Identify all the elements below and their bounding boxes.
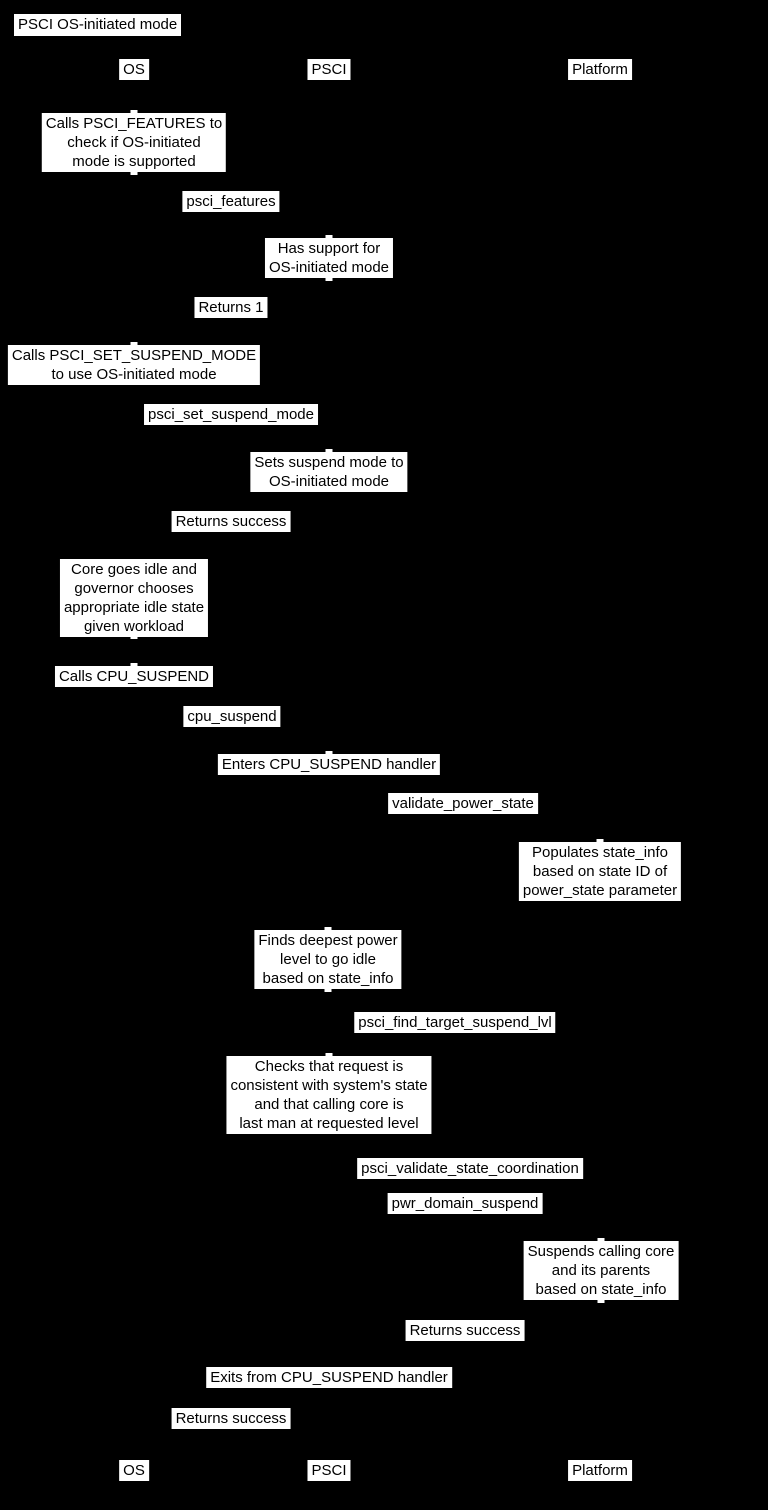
message-label: validate_power_state	[388, 793, 538, 814]
message-label: Returns 1	[194, 297, 267, 318]
participant-os-bottom: OS	[119, 1460, 149, 1481]
note-label: Exits from CPU_SUSPEND handler	[206, 1367, 452, 1388]
activation-sliver	[325, 927, 332, 930]
note-label: Suspends calling core and its parents based on state_info	[524, 1241, 679, 1300]
activation-sliver	[131, 172, 138, 175]
activation-sliver	[598, 1238, 605, 1241]
note-label: Sets suspend mode to OS-initiated mode	[250, 452, 407, 492]
message-label: Returns success	[406, 1320, 525, 1341]
note-label: Has support for OS-initiated mode	[265, 238, 393, 278]
participant-psci-bottom: PSCI	[307, 1460, 350, 1481]
message-label: psci_find_target_suspend_lvl	[354, 1012, 555, 1033]
activation-sliver	[326, 235, 333, 238]
note-label: Checks that request is consistent with system's state and that calling core is last man at requested level	[226, 1056, 431, 1134]
participant-psci-top: PSCI	[307, 59, 350, 80]
message-label: psci_features	[182, 191, 279, 212]
activation-sliver	[326, 1053, 333, 1056]
activation-sliver	[326, 449, 333, 452]
message-label: psci_validate_state_coordination	[357, 1158, 583, 1179]
activation-sliver	[326, 278, 333, 281]
diagram-title: PSCI OS-initiated mode	[14, 14, 181, 36]
activation-sliver	[131, 663, 138, 666]
note-label: Finds deepest power level to go idle based on state_info	[254, 930, 401, 989]
participant-platform-top: Platform	[568, 59, 632, 80]
activation-sliver	[131, 110, 138, 113]
message-label: Returns success	[172, 1408, 291, 1429]
note-label: Populates state_info based on state ID of power_state parameter	[519, 842, 681, 901]
activation-sliver	[597, 839, 604, 842]
message-label: psci_set_suspend_mode	[144, 404, 318, 425]
participant-platform-bottom: Platform	[568, 1460, 632, 1481]
activation-sliver	[326, 751, 333, 754]
note-label: Calls CPU_SUSPEND	[55, 666, 213, 687]
message-label: cpu_suspend	[183, 706, 280, 727]
note-label: Calls PSCI_FEATURES to check if OS-initiated mode is supported	[42, 113, 226, 172]
activation-sliver	[598, 1300, 605, 1303]
note-label: Enters CPU_SUSPEND handler	[218, 754, 440, 775]
activation-sliver	[325, 989, 332, 992]
participant-os-top: OS	[119, 59, 149, 80]
note-label: Core goes idle and governor chooses appropriate idle state given workload	[60, 559, 208, 637]
note-label: Calls PSCI_SET_SUSPEND_MODE to use OS-initiated mode	[8, 345, 260, 385]
message-label: pwr_domain_suspend	[388, 1193, 543, 1214]
activation-sliver	[131, 636, 138, 639]
activation-sliver	[131, 342, 138, 345]
message-label: Returns success	[172, 511, 291, 532]
